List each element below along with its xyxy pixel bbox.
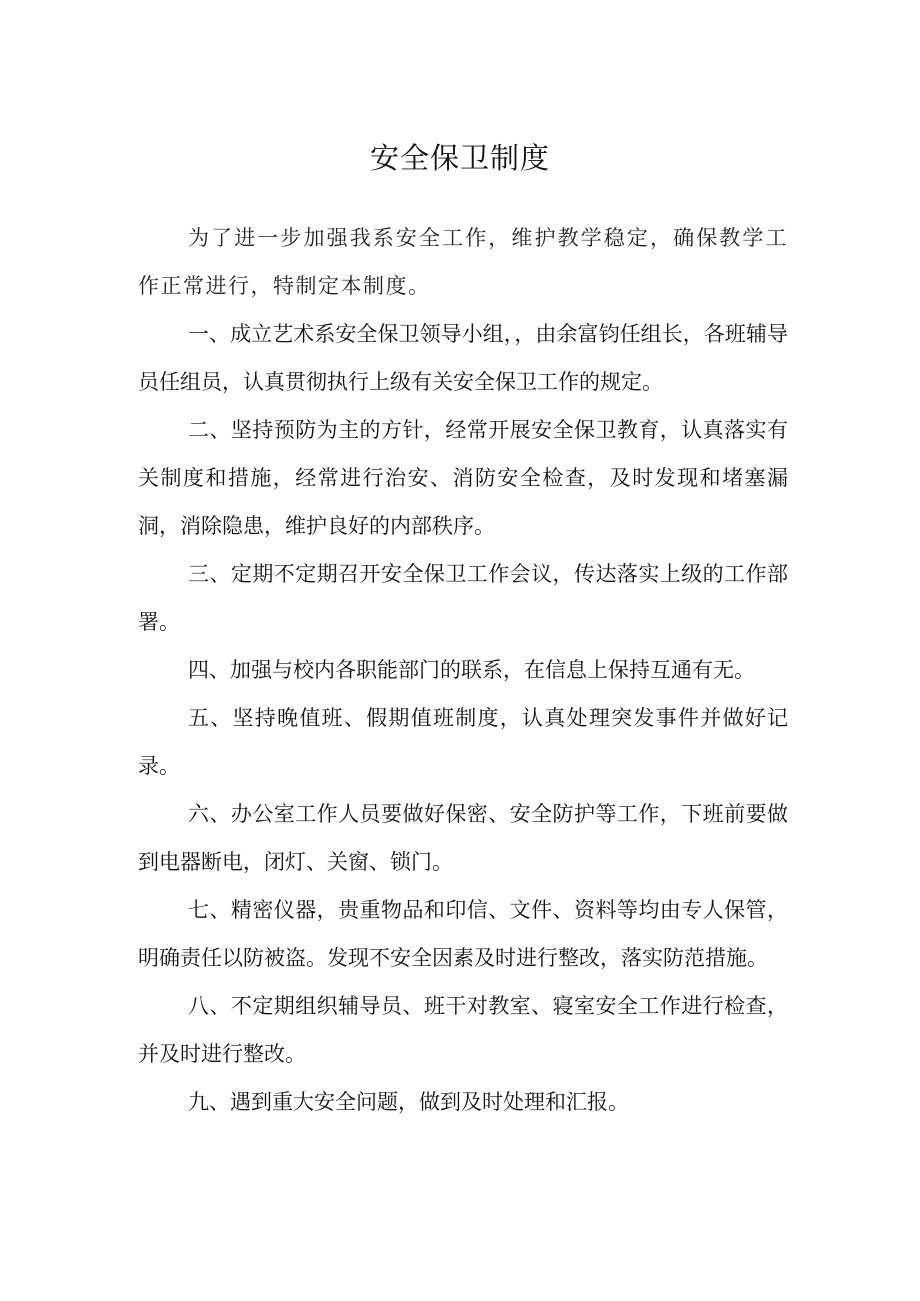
paragraph-item-3: 三、定期不定期召开安全保卫工作会议，传达落实上级的工作部署。 — [138, 562, 788, 634]
paragraph-item-6: 六、办公室工作人员要做好保密、安全防护等工作，下班前要做到电器断电，闭灯、关窗、锁门。 — [138, 802, 788, 874]
paragraph-item-1: 一、成立艺术系安全保卫领导小组，，由余富钧任组长，各班辅导员任组员，认真贯彻执行上级有关安全保卫工作的规定。 — [138, 322, 788, 394]
paragraph-item-7: 七、精密仪器，贵重物品和印信、文件、资料等均由专人保管，明确责任以防被盗。发现不安全因素及时进行整改，落实防范措施。 — [138, 898, 788, 970]
document-body — [138, 214, 788, 1126]
paragraph-item-4: 四、加强与校内各职能部门的联系，在信息上保持互通有无。 — [188, 658, 755, 682]
paragraph-item-8: 八、不定期组织辅导员、班干对教室、寝室安全工作进行检查，并及时进行整改。 — [138, 994, 788, 1066]
paragraph-item-2: 二、坚持预防为主的方针，经常开展安全保卫教育，认真落实有关制度和措施，经常进行治安、消防安全检查，及时发现和堵塞漏洞，消除隐患，维护良好的内部秩序。 — [138, 418, 788, 538]
document-title: 安全保卫制度 — [369, 141, 550, 175]
paragraph-intro: 为了进一步加强我系安全工作，维护教学稳定，确保教学工作正常进行，特制定本制度。 — [138, 226, 788, 298]
paragraph-item-5: 五、坚持晚值班、假期值班制度，认真处理突发事件并做好记录。 — [138, 706, 788, 778]
paragraph-item-9: 九、遇到重大安全问题，做到及时处理和汇报。 — [188, 1090, 629, 1114]
